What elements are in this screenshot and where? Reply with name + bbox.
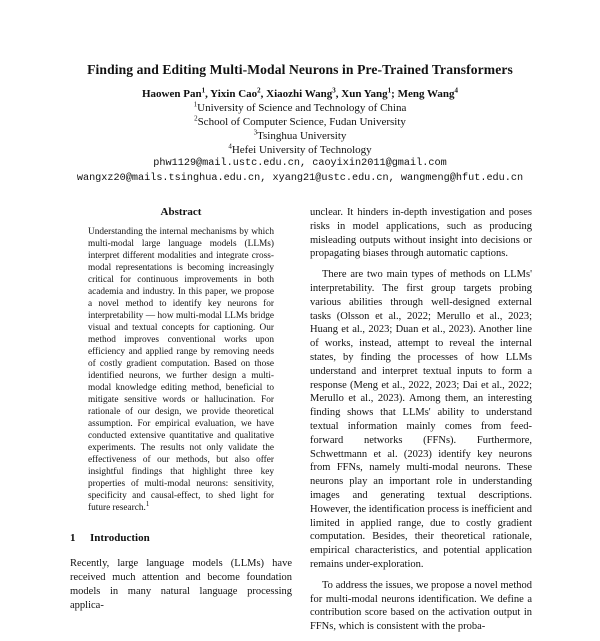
author-list: Haowen Pan$^1$, Yixin Cao$^2$, Xiaozhi Wang$^3$, Xun Yang$^1$; Meng Wang$^4$ bbox=[141, 86, 459, 100]
author-name: Yixin Cao bbox=[210, 88, 258, 100]
affiliation: $^3$Tsinghua University bbox=[253, 128, 347, 142]
abstract-heading: Abstract bbox=[160, 206, 202, 218]
author-name: Xiaozhi Wang bbox=[266, 88, 333, 100]
right-column bbox=[310, 206, 532, 641]
intro-paragraph: Recently, large language models (LLMs) have received much attention and become foundation models in many natural language processing applica- bbox=[70, 558, 292, 611]
body-paragraph: There are two main types of methods on LLMs' interpretability. The first group targets probing various abilities through well-designed external tasks (Olsson et al., 2022; Merullo et al., 2023; Huang et al., 2023; Duan et al., 2023). Another line of works, instead, attempt to reveal the internal states, by finding the processes of how LLMs understand and interpret textual inputs to form a response (Meng et al., 2022, 2023; Dai et al., 2022; Merullo et al., 2023). Among them, an interesting finding shows that LLMs' ability to understand textual information mainly comes from feed-forward networks (FFNs). Furthermore, Schwettmann et al. (2023) identify key neurons from FFNs, namely multi-modal neurons. These neurons play an important role in understanding images and generating textual descriptions. However, the identification process is inefficient and limited in applied range, due to costly gradient computation. Besides, their theoretical rationale, empirical characteristics, and potential application remains under-exploration. bbox=[310, 269, 532, 570]
author-name: Xun Yang bbox=[341, 88, 388, 100]
section-title: Introduction bbox=[90, 532, 150, 544]
author-name: Haowen Pan bbox=[141, 88, 202, 100]
abstract-text: Understanding the internal mechanisms by which multi-modal large language models (LLMs) interpret different modalities and integrate cross-modal representations is becoming increasingly critical for continuous improvements in both academia and industry. In this paper, we propose a novel method to identify key neurons for interpretability — how multi-modal LLMs bridge visual and textual concepts for captioning. Our method improves conventional works upon efficiency and applied range by removing needs of costly gradient computation. Based on those identified neurons, we further design a multi-modal knowledge editing method, beneficial to mitigate sensitive words or hallucination. For rationale of our design, we provide theoretical assumption. For empirical evaluation, we have conducted extensive quantitative and qualitative experiments. The results not only validate the effectiveness of our methods, but also offer insightful findings that highlight three key properties of multi-modal neurons: sensitivity, specificity and causal-effect, to shed light for future research.$^1$ bbox=[88, 227, 274, 513]
paper-title: Finding and Editing Multi-Modal Neurons in Pre-Trained Transformers bbox=[87, 62, 513, 77]
body-paragraph: unclear. It hinders in-depth investigation and poses risks in model applications, such as producing misleading outputs without insight into decisions or propagating biases through automatic captions. bbox=[310, 207, 532, 260]
footnote-marker: 1 bbox=[145, 499, 150, 508]
affiliation: $^2$School of Computer Science, Fudan University bbox=[194, 114, 406, 128]
affiliation: $^1$University of Science and Technology of China bbox=[193, 100, 407, 114]
section-heading bbox=[70, 532, 150, 544]
email-line: phw1129@mail.ustc.edu.cn, caoyixin2011@gmail.com bbox=[153, 158, 447, 169]
body-paragraph: To address the issues, we propose a novel method for multi-modal neurons identification. We define a contribution score based on the activation output in FFNs, which is consistent with the proba- bbox=[310, 579, 532, 633]
section-number: 1 bbox=[70, 532, 76, 544]
email-line: wangxz20@mails.tsinghua.edu.cn, xyang21@ustc.edu.cn, wangmeng@hfut.edu.cn bbox=[76, 173, 524, 184]
author-name: Meng Wang bbox=[397, 88, 455, 100]
affiliation: $^4$Hefei University of Technology bbox=[228, 142, 372, 156]
